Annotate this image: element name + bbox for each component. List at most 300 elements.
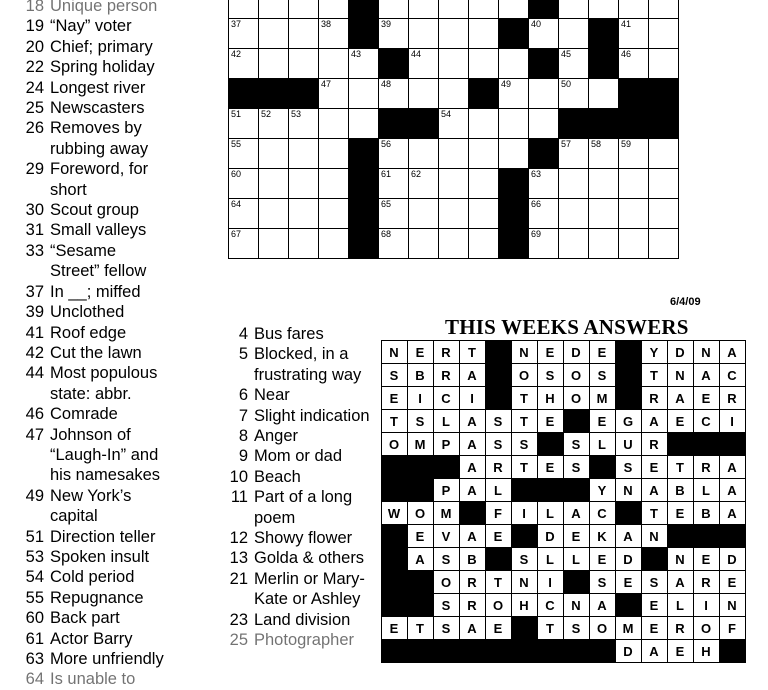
- grid-row: [229, 79, 679, 109]
- answer-cell: D: [616, 640, 642, 663]
- answer-cell: E: [642, 594, 668, 617]
- grid-cell[interactable]: [319, 0, 349, 19]
- answer-cell: R: [694, 571, 720, 594]
- grid-cell[interactable]: [469, 19, 499, 49]
- answer-cell-block: [408, 456, 434, 479]
- answer-cell: E: [590, 548, 616, 571]
- answer-cell-block: [720, 640, 746, 663]
- grid-cell[interactable]: [379, 19, 409, 49]
- grid-cell[interactable]: [379, 199, 409, 229]
- grid-cell[interactable]: [319, 169, 349, 199]
- answer-cell-block: [720, 525, 746, 548]
- answer-cell: C: [694, 410, 720, 433]
- grid-cell[interactable]: [589, 199, 619, 229]
- answer-cell-block: [486, 640, 512, 663]
- grid-cell[interactable]: [319, 49, 349, 79]
- grid-cell[interactable]: [499, 139, 529, 169]
- grid-cell[interactable]: [349, 109, 379, 139]
- clue-across-item: [18, 57, 218, 77]
- clue-number: 63: [25, 650, 44, 668]
- answer-cell: A: [720, 479, 746, 502]
- clue-across-item: [18, 323, 218, 343]
- answer-cell: R: [434, 341, 460, 364]
- grid-cell[interactable]: [259, 19, 289, 49]
- clue-number: 29: [25, 160, 44, 179]
- grid-cell[interactable]: [559, 49, 589, 79]
- grid-cell[interactable]: [529, 169, 559, 199]
- answer-cell: D: [616, 548, 642, 571]
- grid-cell[interactable]: [439, 79, 469, 109]
- clue-number: 64: [25, 670, 44, 689]
- grid-cell[interactable]: [559, 0, 589, 19]
- grid-cell[interactable]: [289, 49, 319, 79]
- answer-cell: O: [564, 364, 590, 387]
- clue-across-item: [18, 363, 218, 383]
- clue-text: his namesakes: [50, 466, 161, 485]
- answer-cell: E: [668, 410, 694, 433]
- clue-list-across: [18, 0, 218, 690]
- answer-cell: S: [564, 617, 590, 640]
- answer-cell: L: [538, 502, 564, 525]
- answer-cell: C: [434, 387, 460, 410]
- grid-cell-number: 67: [231, 229, 242, 239]
- answer-cell: L: [694, 479, 720, 502]
- clue-down-item: [222, 487, 382, 507]
- answer-cell: I: [694, 594, 720, 617]
- grid-cell-block: [409, 109, 439, 139]
- clue-text: Merlin or Mary-: [254, 569, 365, 588]
- grid-row: [229, 229, 679, 259]
- clue-text: state: abbr.: [50, 384, 132, 403]
- grid-cell[interactable]: [589, 169, 619, 199]
- grid-cell[interactable]: [409, 19, 439, 49]
- grid-cell[interactable]: [589, 0, 619, 19]
- answer-cell: A: [720, 456, 746, 479]
- clue-text: Johnson of: [50, 425, 131, 444]
- grid-cell[interactable]: [559, 169, 589, 199]
- clue-number: [18, 445, 50, 465]
- crossword-grid[interactable]: [228, 0, 679, 259]
- grid-cell[interactable]: [379, 229, 409, 259]
- answer-cell: N: [668, 548, 694, 571]
- grid-cell-block: [499, 199, 529, 229]
- grid-cell[interactable]: [619, 19, 649, 49]
- grid-cell[interactable]: [439, 139, 469, 169]
- clue-text: Comrade: [50, 405, 118, 424]
- answer-cell-block: [382, 548, 408, 571]
- grid-cell-number: 59: [621, 139, 632, 149]
- grid-cell-number: 66: [531, 199, 542, 209]
- grid-cell[interactable]: [409, 169, 439, 199]
- answer-cell-block: [512, 479, 538, 502]
- clue-text: short: [50, 180, 87, 199]
- answer-cell: S: [512, 548, 538, 571]
- grid-cell[interactable]: [229, 229, 259, 259]
- grid-cell-number: 42: [231, 49, 242, 59]
- grid-cell[interactable]: [319, 19, 349, 49]
- answer-cell: Y: [590, 479, 616, 502]
- clue-down-item: [222, 548, 382, 568]
- clue-down-item: [222, 508, 382, 528]
- clue-number: 10: [229, 467, 248, 486]
- grid-cell[interactable]: [619, 229, 649, 259]
- grid-cell[interactable]: [649, 199, 679, 229]
- clue-text: frustrating way: [254, 365, 362, 384]
- grid-cell-block: [349, 0, 379, 19]
- grid-cell[interactable]: [289, 229, 319, 259]
- clue-text: Removes by: [50, 119, 142, 138]
- grid-cell[interactable]: [649, 0, 679, 19]
- clue-across-item: [18, 588, 218, 608]
- grid-cell[interactable]: [469, 0, 499, 19]
- clue-number: 30: [25, 201, 44, 220]
- grid-cell[interactable]: [229, 199, 259, 229]
- clue-number: 51: [25, 527, 44, 546]
- grid-cell[interactable]: [409, 79, 439, 109]
- clue-list-down: [222, 324, 382, 651]
- clue-text: Spring holiday: [50, 58, 155, 77]
- answer-cell: V: [434, 525, 460, 548]
- answer-cell: S: [382, 364, 408, 387]
- grid-cell[interactable]: [379, 79, 409, 109]
- answer-cell-block: [616, 594, 642, 617]
- grid-cell[interactable]: [499, 79, 529, 109]
- grid-cell-number: 41: [621, 19, 632, 29]
- answer-cell-block: [694, 433, 720, 456]
- clue-across-item: [18, 0, 218, 16]
- grid-cell-block: [379, 109, 409, 139]
- answer-cell-block: [642, 548, 668, 571]
- clue-across-item: [18, 220, 218, 240]
- grid-cell[interactable]: [289, 199, 319, 229]
- grid-cell-number: 38: [321, 19, 332, 29]
- grid-cell[interactable]: [289, 139, 319, 169]
- clue-number: 21: [229, 569, 248, 588]
- clue-text: Golda & others: [254, 549, 365, 568]
- grid-cell[interactable]: [649, 139, 679, 169]
- clue-across-item: [18, 180, 218, 200]
- grid-cell[interactable]: [379, 169, 409, 199]
- grid-cell[interactable]: [259, 169, 289, 199]
- grid-cell-number: 52: [261, 109, 272, 119]
- clue-text: Part of a long: [254, 488, 353, 507]
- grid-cell[interactable]: [379, 139, 409, 169]
- grid-cell-number: 63: [531, 169, 542, 179]
- clue-text: Anger: [254, 427, 299, 446]
- grid-cell[interactable]: [259, 139, 289, 169]
- grid-cell[interactable]: [469, 109, 499, 139]
- clue-across-item: [18, 425, 218, 445]
- answer-cell: E: [382, 387, 408, 410]
- grid-cell[interactable]: [649, 19, 679, 49]
- grid-cell[interactable]: [559, 229, 589, 259]
- answer-cell-block: [538, 479, 564, 502]
- answer-cell: E: [538, 341, 564, 364]
- answer-cell: R: [668, 617, 694, 640]
- grid-cell[interactable]: [559, 19, 589, 49]
- grid-cell[interactable]: [289, 0, 319, 19]
- grid-cell[interactable]: [589, 229, 619, 259]
- answer-cell-block: [512, 525, 538, 548]
- grid-cell[interactable]: [259, 109, 289, 139]
- grid-cell[interactable]: [559, 139, 589, 169]
- grid-cell[interactable]: [259, 49, 289, 79]
- answer-cell: L: [486, 479, 512, 502]
- answer-cell: M: [434, 502, 460, 525]
- clue-text: Street” fellow: [50, 262, 147, 281]
- grid-cell[interactable]: [499, 49, 529, 79]
- grid-cell[interactable]: [439, 109, 469, 139]
- grid-cell[interactable]: [229, 0, 259, 19]
- grid-cell[interactable]: [559, 199, 589, 229]
- grid-cell[interactable]: [439, 0, 469, 19]
- clue-across-item: [18, 608, 218, 628]
- grid-cell[interactable]: [439, 19, 469, 49]
- answer-row: [382, 571, 746, 594]
- answer-cell: R: [642, 387, 668, 410]
- answer-cell: R: [642, 433, 668, 456]
- grid-cell[interactable]: [319, 109, 349, 139]
- grid-cell-block: [349, 139, 379, 169]
- clue-number: 39: [25, 303, 44, 322]
- grid-cell-number: 55: [231, 139, 242, 149]
- clue-text: Beach: [254, 467, 301, 486]
- clue-across-item: [18, 527, 218, 547]
- answer-cell: U: [616, 433, 642, 456]
- grid-cell[interactable]: [649, 169, 679, 199]
- clue-down-item: [222, 467, 382, 487]
- answer-cell: S: [616, 456, 642, 479]
- grid-cell[interactable]: [649, 229, 679, 259]
- grid-cell[interactable]: [619, 139, 649, 169]
- answer-cell: T: [460, 341, 486, 364]
- answer-cell: N: [564, 594, 590, 617]
- clue-number: 44: [25, 364, 44, 383]
- clue-down-item: [222, 406, 382, 426]
- grid-cell[interactable]: [409, 139, 439, 169]
- grid-cell-block: [529, 0, 559, 19]
- grid-cell-number: 65: [381, 199, 392, 209]
- grid-cell[interactable]: [229, 19, 259, 49]
- clue-number: [18, 465, 50, 485]
- grid-cell[interactable]: [319, 79, 349, 109]
- grid-cell[interactable]: [439, 49, 469, 79]
- clue-text: Kate or Ashley: [254, 590, 361, 609]
- grid-cell[interactable]: [439, 229, 469, 259]
- answer-cell: N: [668, 364, 694, 387]
- answer-cell: E: [408, 525, 434, 548]
- answer-cell-block: [382, 479, 408, 502]
- grid-cell-block: [349, 19, 379, 49]
- answer-cell: K: [590, 525, 616, 548]
- grid-cell-block: [529, 139, 559, 169]
- answer-cell: A: [460, 433, 486, 456]
- answer-cell: C: [590, 502, 616, 525]
- answer-cell: E: [486, 525, 512, 548]
- answer-cell: E: [642, 617, 668, 640]
- grid-cell[interactable]: [409, 229, 439, 259]
- clue-number: 18: [25, 0, 44, 15]
- grid-cell-number: 64: [231, 199, 242, 209]
- grid-cell[interactable]: [499, 109, 529, 139]
- grid-cell[interactable]: [229, 49, 259, 79]
- answer-cell-block: [382, 594, 408, 617]
- answer-cell: N: [642, 525, 668, 548]
- grid-cell[interactable]: [319, 229, 349, 259]
- clue-number: 49: [25, 486, 44, 505]
- grid-cell[interactable]: [649, 49, 679, 79]
- answer-cell: T: [512, 410, 538, 433]
- grid-cell[interactable]: [529, 199, 559, 229]
- answer-cell: O: [590, 617, 616, 640]
- grid-cell[interactable]: [229, 169, 259, 199]
- answer-row: [382, 433, 746, 456]
- grid-cell-number: 69: [531, 229, 542, 239]
- clue-number: 54: [25, 568, 44, 587]
- grid-cell[interactable]: [589, 139, 619, 169]
- answer-cell: R: [434, 364, 460, 387]
- clue-text: Small valleys: [50, 221, 147, 240]
- answer-cell: E: [668, 502, 694, 525]
- clue-across-item: [18, 159, 218, 179]
- answer-cell: G: [616, 410, 642, 433]
- answer-row: [382, 640, 746, 663]
- answer-cell: A: [668, 571, 694, 594]
- grid-cell[interactable]: [259, 199, 289, 229]
- grid-cell[interactable]: [529, 19, 559, 49]
- clue-number: 11: [230, 488, 248, 507]
- answer-cell: M: [408, 433, 434, 456]
- answer-cell-block: [486, 341, 512, 364]
- grid-cell-block: [529, 49, 559, 79]
- grid-cell[interactable]: [589, 79, 619, 109]
- grid-cell[interactable]: [499, 0, 529, 19]
- grid-cell[interactable]: [439, 169, 469, 199]
- answer-cell: D: [668, 341, 694, 364]
- answer-cell: F: [720, 617, 746, 640]
- grid-cell-number: 46: [621, 49, 632, 59]
- answer-cell-block: [408, 640, 434, 663]
- answer-cell: E: [694, 548, 720, 571]
- grid-cell[interactable]: [619, 169, 649, 199]
- clue-number: 23: [229, 610, 248, 629]
- clue-text: rubbing away: [50, 139, 149, 158]
- answer-cell-block: [616, 502, 642, 525]
- clue-number: 31: [25, 221, 44, 240]
- clue-number: 53: [25, 547, 44, 566]
- answer-cell: A: [590, 594, 616, 617]
- grid-cell[interactable]: [469, 139, 499, 169]
- answer-cell: Y: [642, 341, 668, 364]
- grid-cell[interactable]: [469, 169, 499, 199]
- grid-cell-block: [499, 19, 529, 49]
- grid-cell[interactable]: [349, 49, 379, 79]
- grid-cell[interactable]: [259, 0, 289, 19]
- grid-cell[interactable]: [349, 79, 379, 109]
- answer-cell: L: [668, 594, 694, 617]
- grid-cell[interactable]: [469, 49, 499, 79]
- clue-number: 4: [238, 325, 248, 343]
- grid-cell[interactable]: [319, 199, 349, 229]
- answer-cell: A: [642, 479, 668, 502]
- answer-cell: M: [616, 617, 642, 640]
- answers-heading: THIS WEEKS ANSWERS: [445, 315, 689, 339]
- answer-cell: O: [564, 387, 590, 410]
- grid-cell[interactable]: [409, 199, 439, 229]
- grid-cell[interactable]: [529, 229, 559, 259]
- clue-number: 12: [229, 529, 248, 548]
- clue-across-item: [18, 37, 218, 57]
- answer-cell: T: [486, 571, 512, 594]
- clue-across-item: [18, 261, 218, 281]
- answer-cell: C: [538, 594, 564, 617]
- clue-across-item: [18, 384, 218, 404]
- grid-cell[interactable]: [529, 109, 559, 139]
- grid-cell[interactable]: [529, 79, 559, 109]
- grid-cell[interactable]: [619, 199, 649, 229]
- grid-row: [229, 139, 679, 169]
- clue-number: 8: [238, 427, 248, 446]
- grid-cell[interactable]: [469, 229, 499, 259]
- answer-cell: E: [538, 410, 564, 433]
- grid-cell[interactable]: [409, 49, 439, 79]
- answer-cell: T: [408, 617, 434, 640]
- answer-cell-block: [564, 410, 590, 433]
- clue-text: Showy flower: [254, 529, 353, 548]
- answer-cell: S: [642, 571, 668, 594]
- answer-cell: A: [408, 548, 434, 571]
- grid-cell[interactable]: [289, 169, 319, 199]
- grid-cell[interactable]: [319, 139, 349, 169]
- clue-across-item: [18, 16, 218, 36]
- grid-cell[interactable]: [409, 0, 439, 19]
- answer-cell: P: [434, 479, 460, 502]
- answer-cell: N: [512, 341, 538, 364]
- clue-down-item: [222, 446, 382, 466]
- grid-cell[interactable]: [229, 139, 259, 169]
- grid-cell[interactable]: [229, 109, 259, 139]
- grid-cell[interactable]: [259, 229, 289, 259]
- clue-number: 47: [25, 425, 44, 444]
- clue-down-item: [222, 426, 382, 446]
- grid-cell-number: 47: [321, 79, 332, 89]
- grid-cell[interactable]: [379, 0, 409, 19]
- answer-cell: B: [668, 479, 694, 502]
- answer-cell: S: [564, 433, 590, 456]
- answer-cell: A: [642, 640, 668, 663]
- grid-cell[interactable]: [289, 19, 319, 49]
- answer-cell-block: [616, 387, 642, 410]
- answer-row: [382, 594, 746, 617]
- answer-cell: F: [486, 502, 512, 525]
- clue-text: Photographer: [254, 631, 354, 650]
- grid-cell[interactable]: [439, 199, 469, 229]
- grid-cell[interactable]: [619, 0, 649, 19]
- clue-number: 6: [238, 386, 248, 405]
- grid-cell[interactable]: [289, 109, 319, 139]
- grid-cell[interactable]: [469, 199, 499, 229]
- answer-cell: E: [590, 341, 616, 364]
- answer-cell: B: [694, 502, 720, 525]
- clue-across-item: [18, 404, 218, 424]
- answer-cell: A: [720, 341, 746, 364]
- answer-cell: R: [720, 387, 746, 410]
- grid-cell[interactable]: [619, 49, 649, 79]
- grid-cell[interactable]: [559, 79, 589, 109]
- answer-cell-block: [408, 571, 434, 594]
- grid-cell-number: 39: [381, 19, 392, 29]
- clue-text: poem: [254, 508, 296, 527]
